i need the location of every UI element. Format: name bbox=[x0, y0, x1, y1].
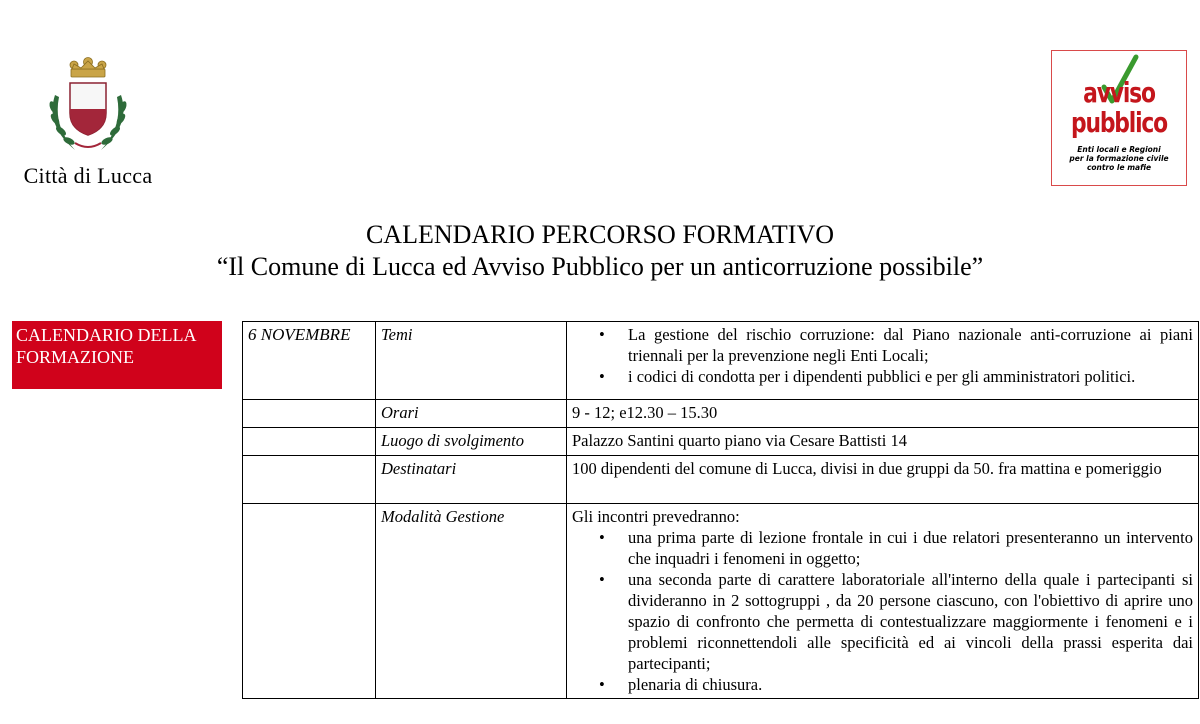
lucca-coat-of-arms-icon bbox=[35, 55, 141, 161]
empty-cell bbox=[243, 504, 376, 699]
date-cell: 6 NOVEMBRE bbox=[243, 322, 376, 400]
table-row-luogo bbox=[243, 428, 1199, 456]
city-of-lucca-logo bbox=[8, 55, 168, 190]
empty-cell bbox=[243, 400, 376, 428]
empty-cell bbox=[243, 456, 376, 504]
list-item: • i codici di condotta per i dipendenti pubblici e per gli amministratori politici. bbox=[628, 366, 1193, 387]
row-label-destinatari: Destinatari bbox=[376, 456, 567, 504]
list-item: • una seconda parte di carattere laboratoriale all'interno della quale i partecipanti si divideranno in 2 sottogruppi , da 20 persone ciascuno, con l'obiettivo di aprire uno spazio di confronto che permetta di contestualizzare maggiormente i fenomeni e i problemi riconnettendoli alle specificità ed ai vincoli della prassi esperita dai partecipanti; bbox=[628, 569, 1193, 674]
empty-cell bbox=[243, 428, 376, 456]
modalita-intro: Gli incontri prevedranno: bbox=[572, 507, 740, 526]
avviso-tagline-3: contro le mafie bbox=[1086, 163, 1152, 172]
table-row-temi bbox=[243, 322, 1199, 400]
row-label-orari: Orari bbox=[376, 400, 567, 428]
row-label-modalita: Modalità Gestione bbox=[376, 504, 567, 699]
modalita-content bbox=[567, 504, 1199, 699]
luogo-value: Palazzo Santini quarto piano via Cesare Battisti 14 bbox=[567, 428, 1199, 456]
destinatari-value: 100 dipendenti del comune di Lucca, divisi in due gruppi da 50. fra mattina e pomeriggio bbox=[567, 456, 1199, 504]
row-label-luogo: Luogo di svolgimento bbox=[376, 428, 567, 456]
avviso-word: avviso bbox=[1083, 76, 1155, 109]
table-row-destinatari bbox=[243, 456, 1199, 504]
section-label-box: CALENDARIO DELLA FORMAZIONE bbox=[12, 321, 222, 389]
avviso-tagline-1: Enti locali e Regioni bbox=[1077, 145, 1161, 154]
city-name-label: Città di Lucca bbox=[23, 163, 153, 188]
schedule-table bbox=[242, 321, 1199, 699]
document-subtitle: “Il Comune di Lucca ed Avviso Pubblico per un anticorruzione possibile” bbox=[216, 252, 984, 281]
table-row-modalita bbox=[243, 504, 1199, 699]
avviso-pubblico-logo bbox=[1051, 50, 1187, 186]
list-item: • una prima parte di lezione frontale in cui i due relatori presenteranno un intervento che inquadri i fenomeni in oggetto; bbox=[628, 527, 1193, 569]
document-title: CALENDARIO PERCORSO FORMATIVO bbox=[365, 220, 835, 249]
temi-content bbox=[567, 322, 1199, 400]
orari-value: 9 - 12; e12.30 – 15.30 bbox=[567, 400, 1199, 428]
list-item: • plenaria di chiusura. bbox=[628, 674, 1193, 695]
list-item: • La gestione del rischio corruzione: dal Piano nazionale anti-corruzione ai piani triennali per la prevenzione negli Enti Locali; bbox=[628, 324, 1193, 366]
row-label-temi: Temi bbox=[376, 322, 567, 400]
table-row-orari bbox=[243, 400, 1199, 428]
avviso-tagline-2: per la formazione civile bbox=[1069, 154, 1169, 163]
pubblico-word: pubblico bbox=[1070, 106, 1168, 139]
